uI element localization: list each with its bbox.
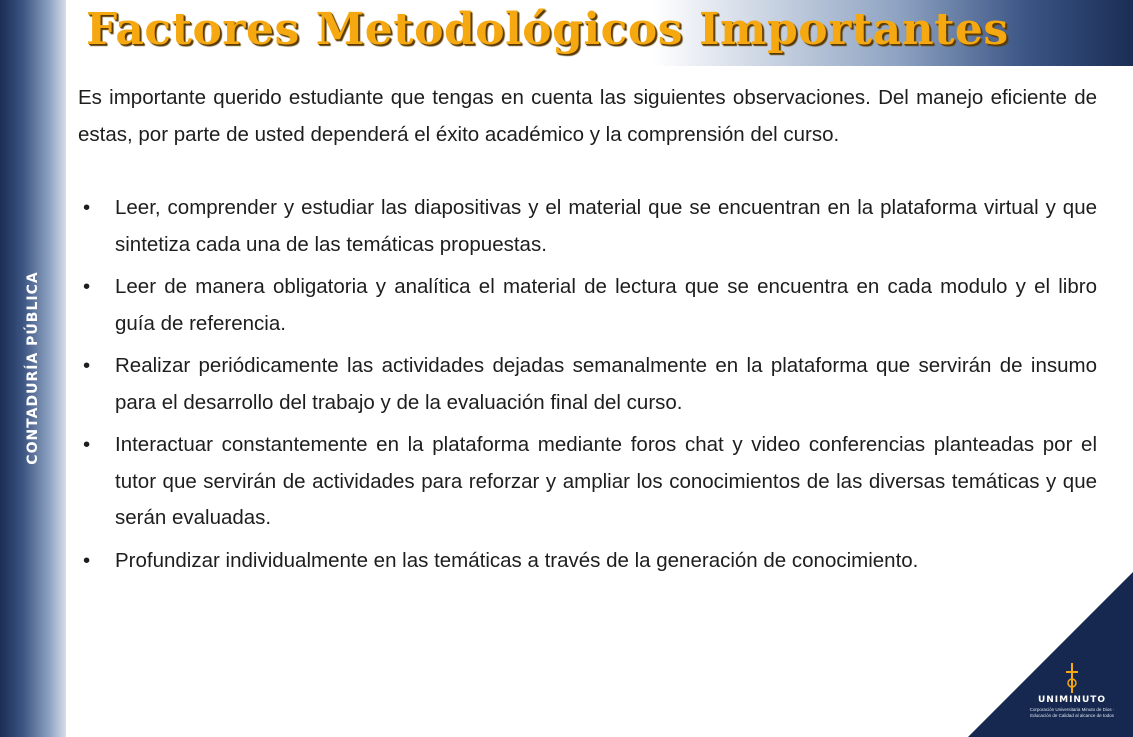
list-item [78,190,1097,263]
list-item [78,543,1097,580]
bullet-icon: • [83,548,91,572]
slide-content [78,80,1097,585]
bullet-icon: • [83,354,91,377]
list-item [78,348,1097,421]
logo-name: UNIMINUTO [1037,695,1107,705]
uniminuto-logo [1027,663,1117,729]
sidebar-band [0,0,66,737]
bullet-text: Leer, comprender y estudiar las diapositivas y el material que se encuentran en la plataforma virtual y que sintetiza cada una de las temáticas propuestas. [115,196,1097,256]
bullet-icon: • [83,196,91,219]
slide-title: Factores Metodológicos Importantes [86,4,1009,55]
bullet-icon: • [83,433,91,456]
logo-subtitle: Corporación Universitaria Minuto de Dios · Educación de Calidad al alcance de todos [1029,707,1115,718]
bullet-list [78,190,1097,579]
list-item [78,427,1097,537]
bullet-text: Interactuar constantemente en la plataforma mediante foros chat y video conferencias planteadas por el tutor que servirán de actividades para reforzar y ampliar los conocimientos de las diversas temáticas y que serán evaluadas. [115,433,1097,529]
intro-paragraph: Es importante querido estudiante que tengas en cuenta las siguientes observaciones. Del manejo eficiente de estas, por parte de usted dependerá el éxito académico y la comprensión del curso. [78,86,1097,146]
bullet-icon: • [83,275,91,298]
logo-symbol-icon [1065,663,1079,693]
program-label: CONTADURÍA PÚBLICA [25,271,41,465]
bullet-text: Profundizar individualmente en las temáticas a través de la generación de conocimiento. [115,548,919,572]
bullet-text: Realizar periódicamente las actividades dejadas semanalmente en la plataforma que servirán de insumo para el desarrollo del trabajo y de la evaluación final del curso. [115,354,1097,414]
bullet-text: Leer de manera obligatoria y analítica el material de lectura que se encuentra en cada modulo y el libro guía de referencia. [115,275,1097,335]
list-item [78,269,1097,342]
